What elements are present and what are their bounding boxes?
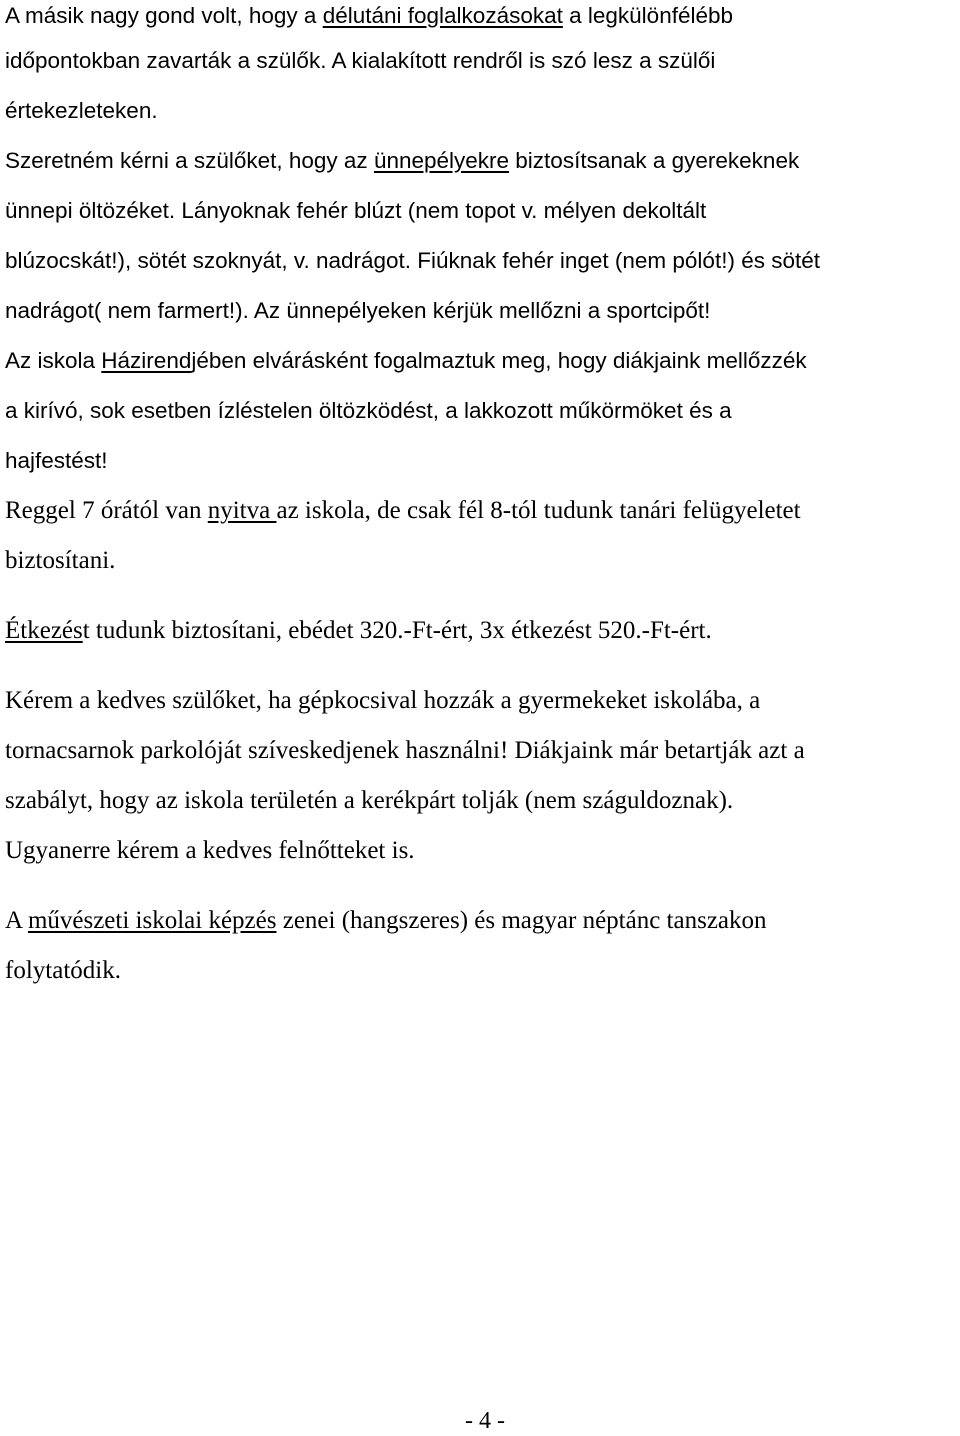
paragraph-3-line-1 (5, 346, 807, 376)
text-span: az iskola, de csak fél 8-tól tudunk tanári felügyeletet (276, 497, 801, 524)
text-span: biztosítsanak a gyerekeknek (509, 148, 800, 173)
paragraph-1-line-2: időpontokban zavarták a szülők. A kialakított rendről is szó lesz a szülői (5, 48, 716, 73)
paragraph-2-line-4: nadrágot( nem farmert!). Az ünnepélyeken kérjük mellőzni a sportcipőt! (5, 298, 711, 323)
paragraph-6-line-2: tornacsarnok parkolóját szíveskedjenek használni! Diákjaink már betartják azt a (5, 737, 805, 764)
link-afternoon-activities[interactable]: délutáni foglalkozásokat (322, 3, 563, 28)
paragraph-6-line-1: Kérem a kedves szülőket, ha gépkocsival hozzák a gyermekeket iskolába, a (5, 687, 761, 714)
page-number: - 4 - (465, 1408, 505, 1434)
text-span: Reggel 7 órától van (5, 497, 208, 524)
text-span: Szeretném kérni a szülőket, hogy az (5, 148, 374, 173)
text-span: a legkülönfélébb (562, 3, 734, 28)
link-ceremonies[interactable]: ünnepélyekre (373, 148, 510, 173)
text-span: zenei (hangszeres) és magyar néptánc tanszakon (276, 907, 767, 934)
paragraph-4-line-2: biztosítani. (5, 547, 116, 574)
paragraph-4-line-1 (5, 496, 801, 526)
text-span: A másik nagy gond volt, hogy a (5, 3, 323, 28)
paragraph-1-line-3: értekezleteken. (5, 98, 158, 123)
paragraph-3-line-3: hajfestést! (5, 448, 108, 473)
paragraph-5-line-1 (5, 616, 712, 646)
text-span: t tudunk biztosítani, ebédet 320.-Ft-ért, 3x étkezést 520.-Ft-ért. (82, 617, 712, 644)
text-span: A (5, 907, 28, 934)
paragraph-6-line-3: szabályt, hogy az iskola területén a kerékpárt tolják (nem száguldoznak). (5, 787, 734, 814)
paragraph-6-line-4: Ugyanerre kérem a kedves felnőtteket is. (5, 837, 415, 864)
link-opening-hours[interactable]: nyitva (207, 497, 277, 524)
link-house-rules[interactable]: Házirend (101, 348, 192, 373)
link-art-school-training[interactable]: művészeti iskolai képzés (27, 907, 277, 934)
paragraph-3-line-2: a kirívó, sok esetben ízléstelen öltözködést, a lakkozott műkörmöket és a (5, 398, 732, 423)
paragraph-2-line-1 (5, 146, 799, 176)
text-span: jében elvárásként fogalmaztuk meg, hogy diákjaink mellőzzék (191, 348, 807, 373)
paragraph-1-line-1 (5, 1, 733, 31)
paragraph-2-line-2: ünnepi öltözéket. Lányoknak fehér blúzt (nem topot v. mélyen dekoltált (5, 198, 707, 223)
paragraph-7-line-2: folytatódik. (5, 957, 121, 984)
text-span: Az iskola (5, 348, 102, 373)
paragraph-7-line-1 (5, 906, 767, 936)
link-meals[interactable]: Étkezés (5, 617, 83, 644)
paragraph-2-line-3: blúzocskát!), sötét szoknyát, v. nadrágot. Fiúknak fehér inget (nem pólót!) és sötét (5, 248, 820, 273)
